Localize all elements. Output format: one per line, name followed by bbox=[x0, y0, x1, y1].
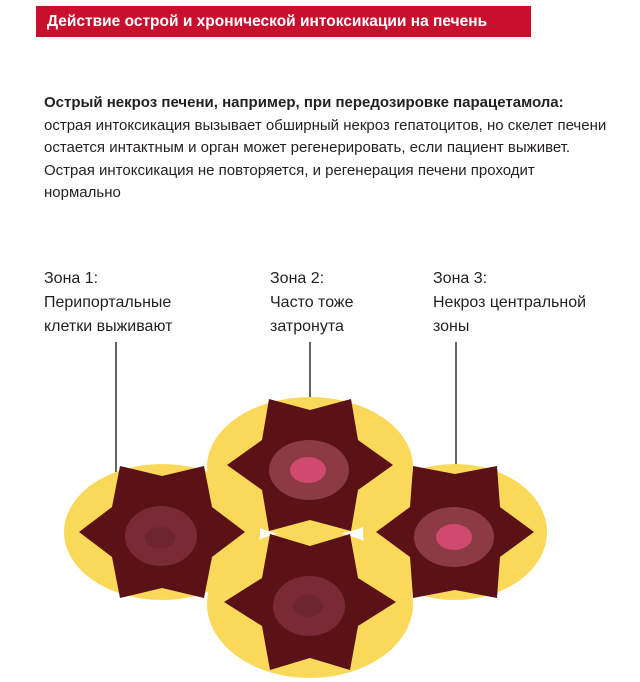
lobule-top bbox=[207, 397, 413, 537]
lobule-bottom bbox=[207, 530, 413, 678]
lobule-bottom-zone3 bbox=[293, 595, 323, 617]
zone3-line1: Некроз центральной bbox=[433, 294, 587, 311]
page-title-text: Действие острой и хронической интоксикации на печень bbox=[47, 13, 488, 30]
zone1-line1: Перипортальные bbox=[44, 294, 172, 311]
description-lead: Острый некроз печени, например, при передозировке парацетамола: bbox=[44, 94, 564, 111]
lobule-right-zone3 bbox=[436, 524, 472, 550]
zone2-line2: затронута bbox=[270, 318, 344, 335]
zone3-label bbox=[433, 267, 586, 339]
description-body: острая интоксикация вызывает обширный некроз гепатоцитов, но скелет печени остается интактным и орган может регенерировать, если пациент выживет. Острая интоксикация не повторяется, и регенерация печени проходит нормально bbox=[44, 116, 607, 201]
zone1-label bbox=[44, 267, 172, 339]
zone2-line1: Часто тоже bbox=[270, 294, 354, 311]
zone3-heading: Зона 3: bbox=[433, 270, 488, 287]
zone2-heading: Зона 2: bbox=[270, 270, 325, 287]
lobule-left-zone3 bbox=[145, 527, 175, 549]
lobule-top-zone3 bbox=[290, 457, 326, 483]
zone1-line2: клетки выживают bbox=[44, 318, 173, 335]
zone2-label bbox=[270, 267, 354, 339]
zone1-heading: Зона 1: bbox=[44, 270, 99, 287]
zone3-line2: зоны bbox=[433, 318, 470, 335]
